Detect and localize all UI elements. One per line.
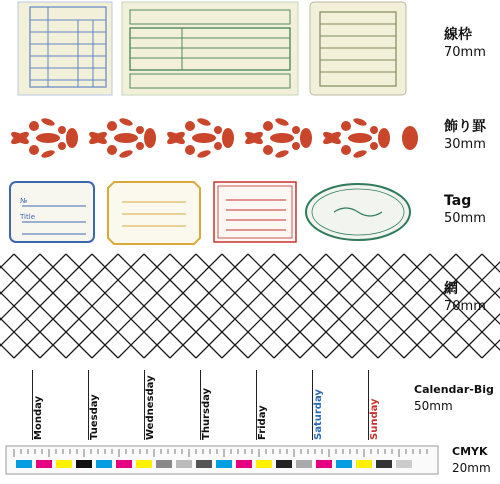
calendar-day-label: Monday [33,395,44,440]
tag-sample-red [212,180,300,246]
calendar-day-tab [142,370,198,440]
calendar-day-tab [30,370,86,440]
cmyk-sample [6,446,438,478]
net-label-name: 網 [444,281,458,297]
net-strand [0,254,40,358]
cmyk-swatch [236,460,252,468]
frame-sample-green [122,2,302,102]
ornament-tape-row [0,108,500,168]
net-strand [0,254,14,358]
net-label [444,280,486,316]
calendar-day-tab [310,370,366,440]
calendar-day-tab [86,370,142,440]
cmyk-swatch [396,460,412,468]
calendar-day-tab [198,370,254,440]
cmyk-swatch [116,460,132,468]
cmyk-label-size: 20mm [452,461,491,475]
cmyk-swatch [336,460,352,468]
calendar-day-label: Wednesday [145,375,156,440]
net-label-size: 70mm [444,299,486,314]
cmyk-swatch [316,460,332,468]
frame-label-size: 70mm [444,45,486,60]
cmyk-swatch [276,460,292,468]
cmyk-swatch [56,460,72,468]
tag-title-text: Title [20,213,36,221]
frame-label [444,26,486,62]
tag-sample-gold [106,180,202,246]
tag-label-name: Tag [444,193,472,209]
calendar-label [414,382,494,414]
cmyk-label-name: CMYK [452,445,488,458]
cmyk-swatch [176,460,192,468]
net-sample [14,254,424,358]
tag-tape-row [0,178,500,248]
ornament-label-size: 30mm [444,137,486,152]
cmyk-swatch [16,460,32,468]
cmyk-swatch [196,460,212,468]
cmyk-swatch [36,460,52,468]
net-tape-row [0,252,500,362]
cmyk-swatch [156,460,172,468]
cmyk-swatch [376,460,392,468]
calendar-day-label: Friday [257,405,268,440]
calendar-tape-row [0,370,500,442]
net-strand [0,254,14,358]
cmyk-swatch [96,460,112,468]
calendar-day-tab [254,370,310,440]
cmyk-swatch [216,460,232,468]
cmyk-swatch [296,460,312,468]
cmyk-swatch [356,460,372,468]
cmyk-swatch [256,460,272,468]
cmyk-swatch [136,460,152,468]
frame-sample-olive [310,2,410,102]
tag-sample-oval [304,180,416,246]
calendar-day-label: Tuesday [89,394,100,440]
ornament-label-name: 飾り罫 [444,119,486,135]
calendar-day-label: Sunday [369,398,380,440]
calendar-label-size: 50mm [414,399,453,413]
tag-label-size: 50mm [444,211,486,226]
calendar-day-label: Saturday [313,389,324,440]
cmyk-tape-row [0,444,500,484]
tag-sample-blue [8,180,98,246]
frame-sample-blue [18,2,118,102]
calendar-label-name: Calendar-Big [414,383,494,396]
calendar-sample [30,370,400,440]
cmyk-label [452,444,491,476]
net-strand [0,254,40,358]
ornament-label [444,118,486,154]
frame-label-name: 線枠 [444,27,472,43]
ornament-sample [6,110,426,166]
tag-label [444,192,486,228]
frame-tape-row [0,0,500,100]
tag-no-text: № [20,197,28,205]
cmyk-swatch [76,460,92,468]
calendar-day-label: Thursday [201,387,212,440]
